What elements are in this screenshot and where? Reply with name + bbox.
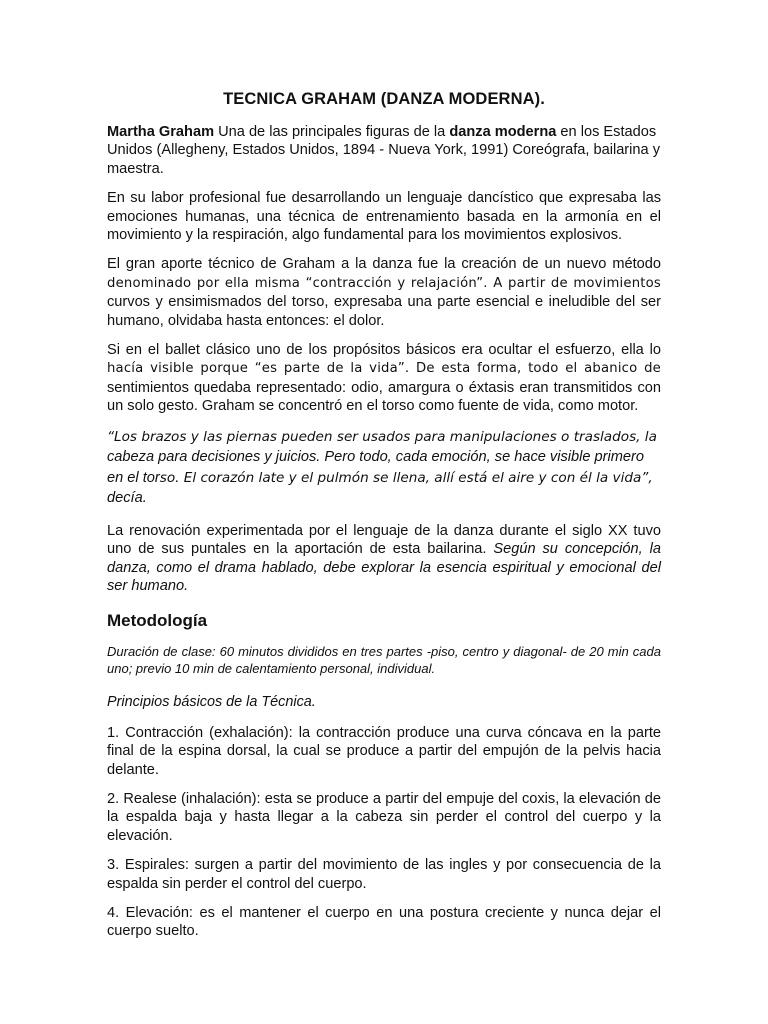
principle-item: 4. Elevación: es el mantener el cuerpo en una postura creciente y nunca dejar el cuerpo suelto. <box>107 904 661 940</box>
class-duration: Duración de clase: 60 minutos divididos en tres partes -piso, centro y diagonal- de 20 min cada uno; previo 10 min de calentamiento personal, individual. <box>107 644 661 677</box>
principle-item: 3. Espirales: surgen a partir del movimiento de las ingles y por consecuencia de la espalda sin perder el control del cuerpo. <box>107 857 661 892</box>
paragraph-3-a: El gran aporte técnico de Graham a la danza fue la creación de un nuevo método <box>107 256 661 273</box>
paragraph-4 <box>107 341 661 416</box>
intro-bold-term: danza moderna <box>449 124 557 140</box>
section-title-metodologia: Metodología <box>107 611 208 631</box>
paragraph-3 <box>107 255 661 330</box>
intro-text-1: Una de las principales figuras de la <box>214 124 450 140</box>
principle-item: 1. Contracción (exhalación): la contracción produce una curva cóncava en la parte final de la espina dorsal, la cual se produce a partir del empujón de la pelvis hacia delante. <box>107 724 661 778</box>
quote-d: decía. <box>107 490 147 507</box>
quote-b: cabeza para decisiones y juicios. Pero todo, cada emoción, se hace visible primero en el tor <box>107 449 645 486</box>
paragraph-2: En su labor profesional fue desarrollando un lenguaje dancístico que expresaba las emociones humanas, una técnica de entrenamiento basada en la armonía en el movimiento y la respiración, algo fundamental para los movimientos explosivos. <box>107 190 661 244</box>
graham-quote <box>107 427 661 509</box>
paragraph-5 <box>107 522 661 596</box>
principle-item: 2. Realese (inhalación): esta se produce a partir del empuje del coxis, la elevación de la espalda baja y hasta llegar a la cabeza sin perder el control del cuerpo y la elevación. <box>107 790 661 844</box>
quote-c: so. El corazón late y el pulmón se llena, allí está el aire y con él la vida”, <box>159 469 653 486</box>
quote-a: “Los brazos y las piernas pueden ser usados para manipulaciones o traslados, la <box>107 428 657 445</box>
paragraph-4-a: Si en el ballet clásico uno de los propósitos básicos era ocultar el esfuerzo, ella lo <box>107 342 661 359</box>
paragraph-3-c: curvos y ensimismados del torso, expresaba una parte esencial e ineludible del ser humano, olvidaba hasta entonces: el dolor. <box>107 294 661 329</box>
principles-title: Principios básicos de la Técnica. <box>107 694 316 711</box>
paragraph-3-b: denominado por ella misma “contracción y relajación”. A partir de movimientos <box>107 275 661 291</box>
paragraph-5-b: Según su concepción, la danza, como el drama hablado, debe explorar la esencia espiritual y emocional del ser humano. <box>107 541 661 594</box>
document-title: TECNICA GRAHAM (DANZA MODERNA). <box>223 90 545 108</box>
paragraph-4-b: hacía visible porque “es parte de la vida”. De esta forma, todo el abanico de <box>107 361 661 377</box>
intro-text-2: en los Estados Unidos (Allegheny, Estados Unidos, 1894 - Nueva York, 1991) Coreógrafa, bailarina y maestra. <box>107 124 660 177</box>
intro-paragraph <box>107 123 661 178</box>
paragraph-5-a: La renovación experimentada por el lenguaje de la danza durante el siglo XX tuvo uno de sus puntales en la aportación de esta bailarina. <box>107 522 661 558</box>
intro-name: Martha Graham <box>107 124 215 140</box>
paragraph-4-c: sentimientos quedaba representado: odio, amargura o éxtasis eran transmitidos con un solo gesto. Graham se concentró en el torso como fuente de vida, como motor. <box>107 379 661 415</box>
